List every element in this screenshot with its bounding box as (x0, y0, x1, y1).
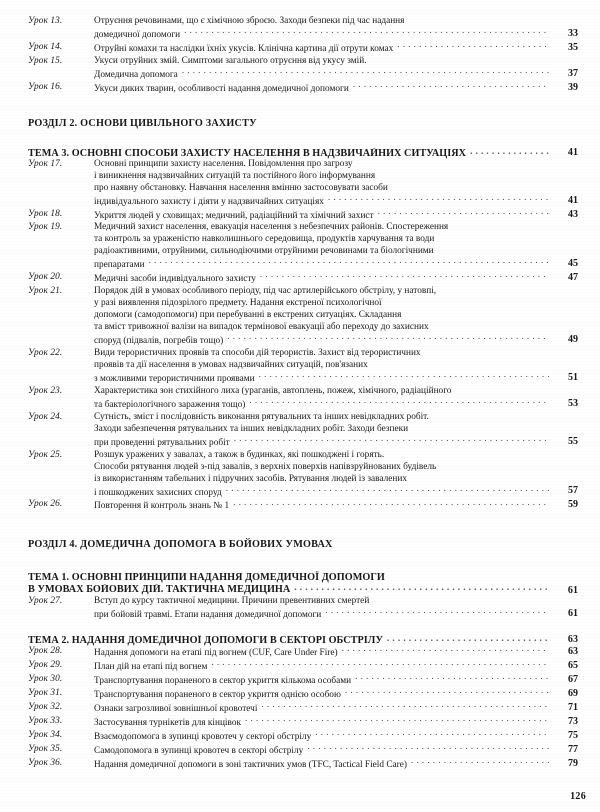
toc-tema-heading[interactable] (28, 572, 578, 596)
toc-entry[interactable] (28, 702, 578, 716)
toc-line-text: про наявну обстановку. Навчання населення вмінню застосовувати засоби (94, 182, 388, 193)
toc-line-text: Основні принципи захисту населення. Повідомлення про загрозу (94, 158, 353, 169)
toc-entry-body (94, 688, 552, 702)
toc-entry-page-number: 49 (568, 334, 578, 346)
toc-line-text: у разі виявлення підозрілого предмету. Надання екстреної психологічної (94, 298, 382, 309)
toc-line-text: та бактеріологічного зараження тощо) (94, 399, 246, 410)
dot-leader (353, 82, 549, 91)
toc-entry-page-number: 47 (568, 272, 578, 284)
toc-text-line (94, 702, 552, 716)
toc-entry-body (94, 286, 552, 348)
toc-entry-lesson-label: Урок 13. (28, 16, 63, 26)
toc-entry-body (94, 222, 552, 272)
toc-line-text: Вступ до курсу тактичної медицини. Причини превентивних смертей (94, 596, 370, 606)
toc-text-line (94, 258, 552, 272)
toc-line-text: Ознаки загрозливої зовнішньої кровотечі (94, 703, 258, 714)
toc-entry[interactable] (28, 646, 578, 660)
dot-leader (342, 646, 549, 655)
toc-line-text: В УМОВАХ БОЙОВИХ ДІЙ. ТАКТИЧНА МЕДИЦИНА (28, 584, 291, 596)
section-heading-rozdil-2: РОЗДІЛ 2. ОСНОВИ ЦИВІЛЬНОГО ЗАХИСТУ (28, 117, 257, 129)
toc-line-text: План дій на етапі під вогнем (94, 661, 208, 672)
toc-entry-page-number: 53 (568, 397, 578, 409)
dot-leader (315, 730, 549, 739)
toc-entry[interactable] (28, 688, 578, 702)
toc-text-line (94, 68, 552, 82)
toc-entry-lesson-label: Урок 28. (28, 645, 63, 656)
toc-entry-lesson-label: Урок 30. (28, 673, 63, 684)
toc-group-rozdil-4-tema-2 (28, 646, 578, 772)
dot-leader (182, 68, 549, 77)
toc-line-text: Повторення й контроль знань № 1 (94, 501, 230, 512)
toc-entry-page-number: 73 (568, 715, 578, 727)
dot-leader (307, 744, 549, 753)
toc-entry[interactable] (28, 660, 578, 674)
section-heading-rozdil-4: РОЗДІЛ 4. ДОМЕДИЧНА ДОПОМОГА В БОЙОВИХ УМОВАХ (28, 539, 333, 551)
toc-entry-lesson-label: Урок 20. (28, 272, 63, 283)
toc-tema-body (28, 572, 552, 595)
toc-line-text: Укуси диких тварин, особливості надання домедичної допомоги (94, 83, 349, 94)
dot-leader (234, 436, 549, 445)
toc-entry-page-number: 41 (568, 194, 578, 206)
toc-entry[interactable] (28, 674, 578, 688)
toc-text-line (94, 372, 552, 386)
dot-leader (261, 702, 549, 711)
toc-entry-page-number: 77 (568, 743, 578, 755)
tema-heading-4-1 (28, 572, 578, 596)
toc-text-line (94, 209, 552, 223)
page-folio: 126 (570, 791, 586, 802)
toc-line-text: Порядок дій в умовах особливого періоду, під час артилерійського обстрілу, у натовпі, (94, 286, 437, 297)
toc-entry-body (94, 646, 552, 660)
toc-entry-body (94, 82, 552, 96)
toc-entry[interactable] (28, 56, 578, 82)
toc-line-text: домедичної допомоги (94, 29, 181, 40)
toc-entry-lesson-label: Урок 17. (28, 158, 63, 169)
toc-line-text: допомоги (самодопомоги) при перебуванні в екстрених ситуаціях. Складання (94, 310, 402, 321)
toc-text-line (94, 42, 552, 56)
toc-text-line (94, 28, 552, 42)
toc-line-text: індивідуального захисту і діяти у надзвичайних ситуаціях (94, 196, 324, 207)
toc-line-text: Види терористичних проявів та способи дій терористів. Захист від терористичних (94, 348, 421, 359)
toc-entry-page-number: 59 (568, 499, 578, 511)
toc-entry-body (94, 730, 552, 744)
toc-entry[interactable] (28, 42, 578, 56)
toc-text-line (28, 147, 552, 159)
tema-heading-4-2 (28, 634, 578, 646)
toc-entry[interactable] (28, 412, 578, 450)
toc-entry-page-number: 45 (568, 258, 578, 270)
toc-entry-body (94, 16, 552, 42)
toc-line-text: Укуси отруйних змій. Симптоми загального отруєння від укусу змій. (94, 55, 367, 66)
toc-line-text: та контроль за ураженістю навколишнього середовища, продуктів харчування та води (94, 234, 435, 245)
dot-leader (387, 634, 549, 643)
toc-entry-lesson-label: Урок 36. (28, 757, 63, 768)
toc-entry-lesson-label: Урок 18. (28, 208, 63, 219)
toc-entry-page-number: 65 (568, 659, 578, 671)
toc-line-text: Укриття людей у сховищах; медичний, радіаційний та хімічний захист (94, 210, 374, 221)
toc-entry-body (94, 209, 552, 223)
toc-line-text: Сутність, зміст і послідовність виконання рятувальних та інших невідкладних робіт. (94, 411, 429, 422)
toc-entry-lesson-label: Урок 22. (28, 348, 63, 359)
toc-group-rozdil-4-tema-1 (28, 596, 578, 622)
dot-leader (233, 499, 549, 508)
toc-entry-page-number: 63 (568, 645, 578, 657)
toc-text-line (94, 334, 552, 348)
dot-leader (227, 334, 549, 343)
toc-text-line (94, 499, 552, 513)
toc-tema-page-number: 41 (567, 146, 578, 158)
toc-line-text: і виникнення надзвичайних ситуацій та постійного його інформування (94, 170, 376, 181)
toc-entry-lesson-label: Урок 33. (28, 715, 63, 726)
toc-entry[interactable] (28, 744, 578, 758)
toc-line-text: Взаємодопомога в зупинці кровотеч у секторі обстрілу (94, 731, 312, 742)
toc-entry-page-number: 61 (568, 607, 578, 619)
toc-tema-page-number: 63 (567, 633, 578, 645)
toc-entry-lesson-label: Урок 26. (28, 499, 63, 510)
toc-text-line (94, 398, 552, 412)
toc-text-line (94, 660, 552, 674)
toc-line-text: споруд (підвалів, погребів тощо) (94, 336, 224, 347)
toc-text-line (94, 82, 552, 96)
toc-entry-lesson-label: Урок 34. (28, 729, 63, 740)
toc-entry-lesson-label: Урок 35. (28, 743, 63, 754)
toc-group-rozdil-2 (28, 159, 578, 514)
toc-entry-lesson-label: Урок 27. (28, 596, 63, 606)
toc-text-line (94, 716, 552, 730)
toc-entry-body (94, 596, 552, 622)
tema-heading-3 (28, 147, 578, 159)
toc-entry-body (94, 758, 552, 772)
toc-line-text: Транспортування пораненого в сектор укриття кількома особами (94, 675, 352, 686)
toc-line-text: при бойовій травмі. Етапи надання домедичної допомоги (94, 609, 322, 620)
toc-entry[interactable] (28, 716, 578, 730)
toc-entry-page-number: 75 (568, 729, 578, 741)
toc-line-text: Надання допомоги на етапі під вогнем (CUF, Care Under Fire) (94, 647, 338, 658)
toc-entry-lesson-label: Урок 29. (28, 659, 63, 670)
toc-entry-body (94, 450, 552, 500)
dot-leader (226, 486, 549, 495)
toc-text-line (94, 646, 552, 660)
dot-leader (260, 272, 549, 281)
toc-line-text: ТЕМА 3. ОСНОВНІ СПОСОБИ ЗАХИСТУ НАСЕЛЕННЯ В НАДЗВИЧАЙНИХ СИТУАЦІЯХ (28, 147, 467, 159)
toc-entry-lesson-label: Урок 15. (28, 55, 63, 66)
toc-line-text: Медичний захист населення, евакуація населення з небезпечних районів. Спостереження (94, 222, 449, 233)
toc-entry[interactable] (28, 758, 578, 772)
dot-leader (328, 195, 549, 204)
toc-entry-lesson-label: Урок 21. (28, 286, 63, 297)
toc-text-line (94, 486, 552, 500)
toc-entry-page-number: 33 (568, 27, 578, 39)
toc-entry-page-number: 37 (568, 67, 578, 79)
toc-text-line (28, 634, 552, 646)
toc-text-line (94, 688, 552, 702)
toc-entry[interactable] (28, 596, 578, 622)
dot-leader (184, 28, 549, 37)
toc-tema-heading[interactable] (28, 147, 578, 159)
toc-entry-lesson-label: Урок 31. (28, 687, 63, 698)
toc-entry-page-number: 71 (568, 701, 578, 713)
toc-entry[interactable] (28, 450, 578, 500)
toc-entry-lesson-label: Урок 32. (28, 701, 63, 712)
toc-line-text: Надання домедичної допомоги в зоні тактичних умов (TFC, Tactical Field Care) (94, 759, 408, 770)
toc-entry[interactable] (28, 730, 578, 744)
toc-entry-lesson-label: Урок 25. (28, 449, 63, 460)
toc-tema-page-number: 61 (567, 585, 578, 596)
toc-line-text: проявів та дії населення в умовах надзвичайних ситуацій, пов'язаних (94, 359, 368, 370)
toc-entry-body (94, 716, 552, 730)
toc-entry-page-number: 57 (568, 485, 578, 497)
toc-entry-page-number: 39 (568, 81, 578, 93)
toc-text-line (28, 583, 552, 595)
toc-line-text: із використанням табельних і підручних засобів. Рятування людей із завалених (94, 473, 407, 484)
toc-entry-page-number: 35 (568, 41, 578, 53)
toc-line-text: Самодопомога в зупинці кровотеч в секторі обстрілу (94, 745, 304, 756)
dot-leader (249, 398, 549, 407)
toc-entry-body (94, 348, 552, 386)
toc-line-text: ТЕМА 1. ОСНОВНІ ПРИНЦИПИ НАДАННЯ ДОМЕДИЧНОЇ ДОПОМОГИ (28, 572, 385, 584)
toc-entry-page-number: 51 (568, 371, 578, 383)
toc-entry-page-number: 67 (568, 673, 578, 685)
toc-text-line (94, 436, 552, 450)
toc-text-line (94, 608, 552, 622)
toc-entry-page-number: 43 (568, 208, 578, 220)
toc-text-line (94, 272, 552, 286)
toc-entry[interactable] (28, 348, 578, 386)
toc-line-text: з можливими терористичними проявами (94, 373, 255, 384)
toc-group-continued (28, 16, 578, 96)
dot-leader (149, 258, 549, 267)
toc-entry-body (94, 702, 552, 716)
toc-text-line (94, 195, 552, 209)
toc-entry[interactable] (28, 82, 578, 96)
toc-text-line (94, 674, 552, 688)
toc-entry[interactable] (28, 386, 578, 412)
toc-line-text: Медичні засоби індивідуального захисту (94, 274, 256, 285)
toc-entry[interactable] (28, 159, 578, 209)
toc-entry-body (94, 660, 552, 674)
toc-entry-body (94, 56, 552, 82)
dot-leader (245, 716, 549, 725)
toc-entry-page-number: 55 (568, 435, 578, 447)
toc-line-text: радіоактивними, отруйними, сильнодіючими отруйними речовинами та біологічними (94, 246, 434, 257)
dot-leader (325, 608, 549, 617)
toc-entry-body (94, 159, 552, 209)
toc-tema-body (28, 147, 552, 159)
dot-leader (470, 147, 549, 156)
toc-line-text: і пошкоджених захисних споруд (94, 487, 222, 498)
dot-leader (355, 674, 549, 683)
toc-tema-heading[interactable] (28, 634, 578, 646)
toc-text-line (94, 730, 552, 744)
toc-entry-lesson-label: Урок 19. (28, 222, 63, 233)
toc-entry-body (94, 272, 552, 286)
toc-entry-body (94, 674, 552, 688)
toc-text-line (94, 758, 552, 772)
toc-line-text: та вміст тривожної валізи на випадок термінової евакуації або переходу до захисних (94, 322, 429, 333)
toc-entry-lesson-label: Урок 24. (28, 411, 63, 422)
dot-leader (345, 688, 549, 697)
toc-line-text: при проведенні рятувальних робіт (94, 437, 230, 448)
toc-text-line (94, 744, 552, 758)
dot-leader (211, 660, 549, 669)
toc-entry-lesson-label: Урок 16. (28, 81, 63, 92)
toc-entry[interactable] (28, 222, 578, 272)
toc-line-text: Домедична допомога (94, 69, 178, 80)
toc-entry-body (94, 42, 552, 56)
toc-line-text: Транспортування пораненого в сектор укриття однією особою (94, 689, 341, 700)
toc-entry[interactable] (28, 499, 578, 513)
toc-tema-body (28, 634, 552, 646)
toc-line-text: Застосування турнікетів для кінцівок (94, 717, 241, 728)
dot-leader (294, 583, 549, 592)
toc-line-text: препаратами (94, 260, 145, 271)
toc-entry[interactable] (28, 209, 578, 223)
dot-leader (397, 42, 549, 51)
toc-entry-page-number: 69 (568, 687, 578, 699)
toc-line-text: Розшук уражених у завалах, а також в будинках, які пошкоджені і горять. (94, 449, 385, 460)
toc-entry[interactable] (28, 16, 578, 42)
toc-entry-body (94, 744, 552, 758)
toc-line-text: Отруйні комахи та наслідки їхніх укусів. Клінічна картина дії отрути комах (94, 43, 394, 54)
toc-line-text: Заходи забезпечення рятувальних та інших невідкладних робіт. Заходи безпеки (94, 423, 409, 434)
toc-entry-body (94, 412, 552, 450)
toc-entry[interactable] (28, 286, 578, 348)
toc-line-text: Отруєння речовинами, що є хімічною зброєю. Заходи безпеки під час надання (94, 16, 405, 26)
dot-leader (378, 209, 549, 218)
toc-entry-lesson-label: Урок 23. (28, 385, 63, 396)
toc-entry-body (94, 499, 552, 513)
toc-line-text: Характеристика зон стихійного лиха (ураганів, автоплень, пожеж, хімічного, радіаційного (94, 385, 452, 396)
toc-line-text: ТЕМА 2. НАДАННЯ ДОМЕДИЧНОЇ ДОПОМОГИ В СЕКТОРІ ОБСТРІЛУ (28, 634, 383, 646)
toc-entry-body (94, 386, 552, 412)
dot-leader (259, 372, 549, 381)
toc-line-text: Способи рятування людей з-під завалів, з верхніх поверхів напівзруйнованих будівель (94, 461, 437, 472)
toc-entry-lesson-label: Урок 14. (28, 41, 63, 52)
toc-entry[interactable] (28, 272, 578, 286)
toc-entry-page-number: 79 (568, 757, 578, 769)
dot-leader (411, 758, 549, 767)
